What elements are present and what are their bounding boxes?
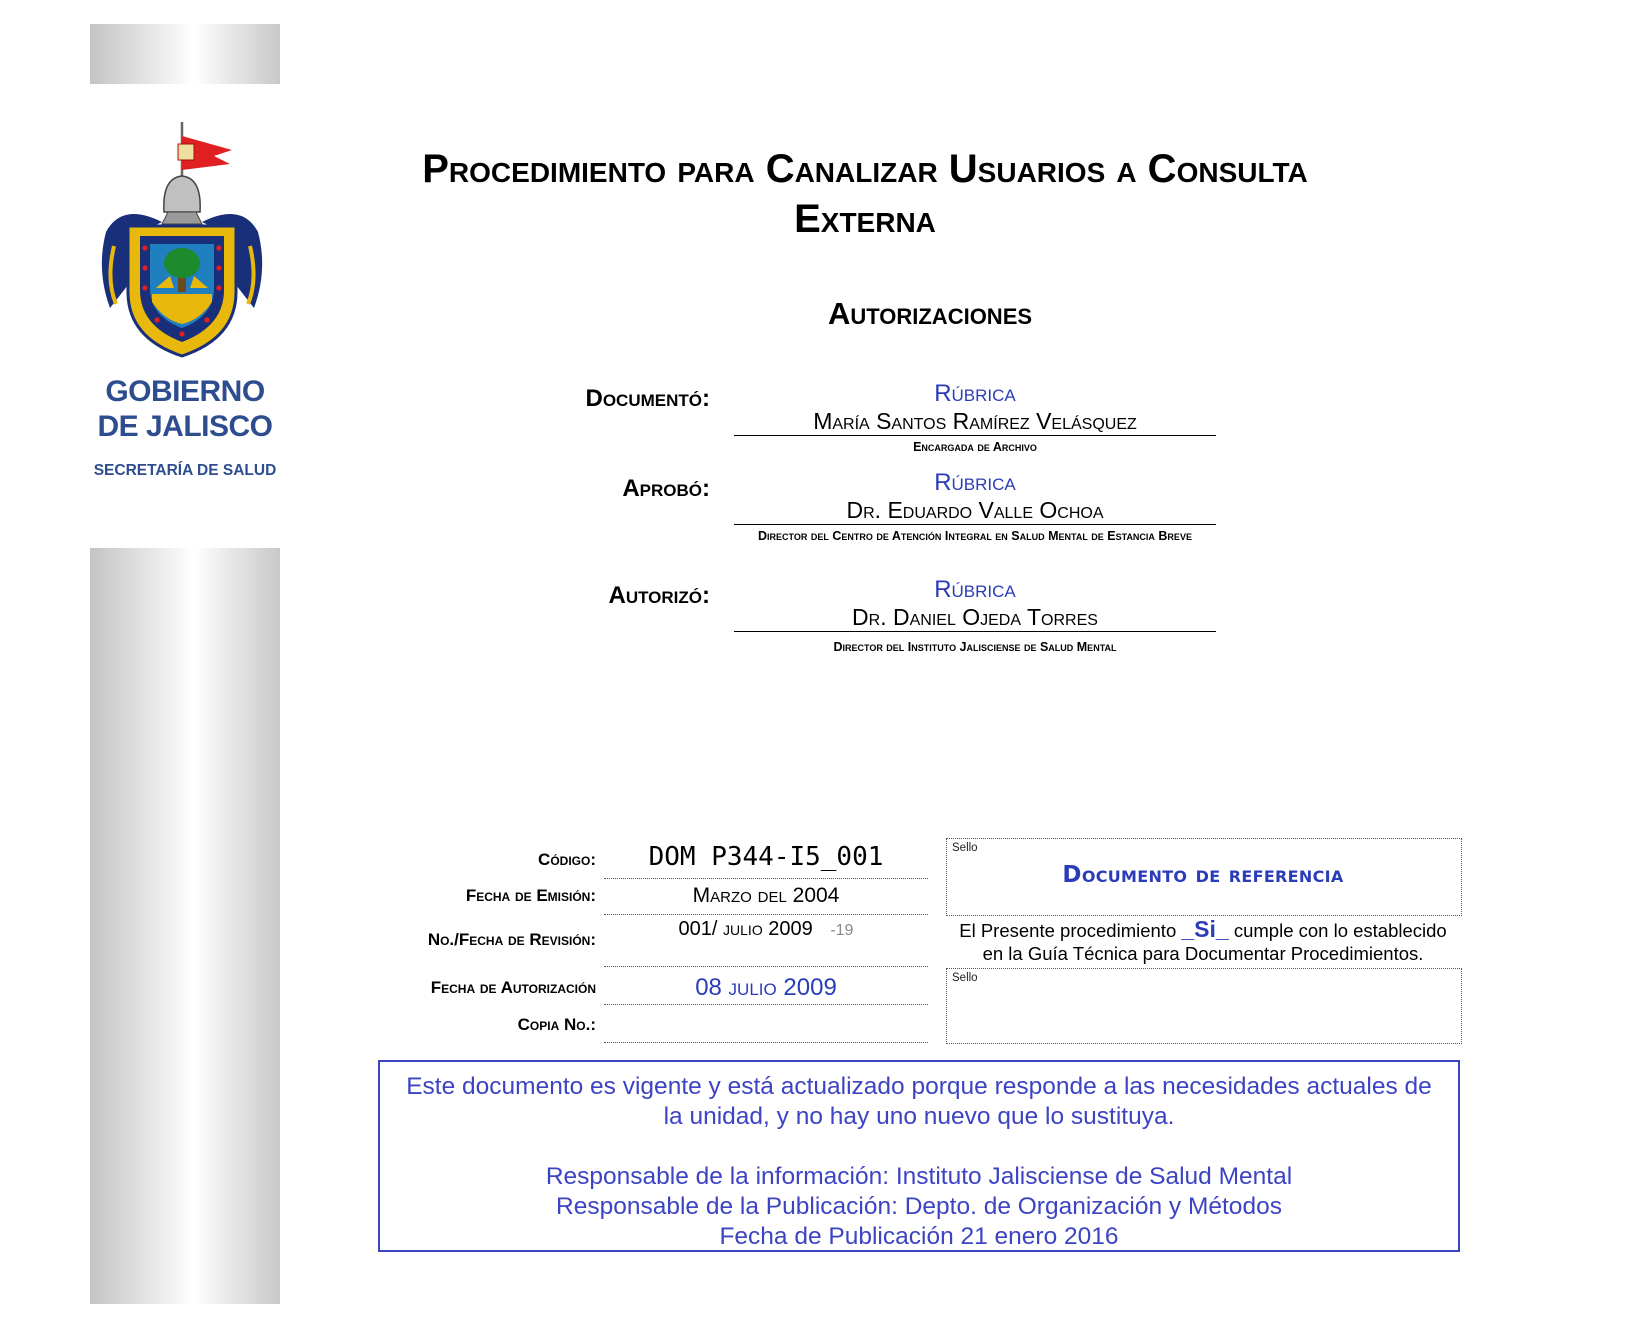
vigencia-notice: [378, 1060, 1460, 1252]
signature-block-aprobo: [734, 469, 1216, 545]
signature-name: María Santos Ramírez Velásquez: [734, 408, 1216, 436]
title-line-2: Externa: [794, 197, 936, 241]
fecha-autorizacion-value: 08 julio 2009: [695, 974, 837, 1001]
info-divider: [604, 878, 928, 879]
title-line-1: Procedimiento para Canalizar Usuarios a Consulta: [422, 147, 1308, 191]
signature-rubric: Rúbrica: [934, 380, 1016, 407]
fecha-emision-value: Marzo del 2004: [692, 884, 840, 907]
signature-title: Director del Instituto Jalisciense de Salud Mental: [833, 640, 1117, 654]
info-divider: [604, 1042, 928, 1043]
notice-line-1: Este documento es vigente y está actualizado porque responde a las necesidades actuales de: [406, 1073, 1432, 1100]
documento-referencia-stamp: Documento de referencia: [1062, 862, 1344, 888]
signature-rubric: Rúbrica: [934, 576, 1016, 603]
sello-caption: Sello: [952, 972, 978, 984]
guia-statement-line-2: en la Guía Técnica para Documentar Procedimientos.: [982, 943, 1424, 964]
info-divider: [604, 966, 928, 967]
revision-label: No./Fecha de Revisión:: [427, 930, 596, 949]
signature-block-documento: [734, 380, 1216, 456]
guia-statement-line-1: [946, 918, 1460, 942]
info-divider: [604, 1004, 928, 1005]
info-divider: [604, 914, 928, 915]
signature-title: Encargada de Archivo: [913, 440, 1037, 454]
sello-box-empty: [946, 968, 1462, 1044]
copia-label: Copia No.:: [517, 1015, 596, 1034]
signature-name: Dr. Daniel Ojeda Torres: [734, 604, 1216, 632]
revision-date: 001/ julio 2009: [678, 918, 813, 940]
fecha-autorizacion-label: Fecha de Autorización: [430, 978, 596, 997]
sidebar-top-bar: [90, 24, 280, 84]
statement-answer: _Si_: [1181, 916, 1229, 942]
codigo-label: Código:: [538, 850, 596, 869]
notice-line-2: la unidad, y no hay uno nuevo que lo sustituya.: [663, 1103, 1175, 1130]
sidebar-bottom-bar: [90, 548, 280, 1304]
signature-block-autorizo: [734, 576, 1216, 656]
responsable-informacion: Responsable de la información: Instituto Jalisciense de Salud Mental: [545, 1163, 1293, 1190]
gov-line-1: GOBIERNO: [105, 375, 265, 408]
signature-label-aprobo: Aprobó:: [622, 475, 710, 502]
revision-value: [604, 918, 928, 941]
fecha-publicacion: Fecha de Publicación 21 enero 2016: [719, 1223, 1119, 1250]
codigo-value: DOM P344-I5_001: [648, 842, 884, 872]
responsable-publicacion: Responsable de la Publicación: Depto. de Organización y Métodos: [556, 1193, 1282, 1220]
signature-rubric: Rúbrica: [934, 469, 1016, 496]
guia-statement: [946, 918, 1460, 965]
statement-pre: El Presente procedimiento: [959, 920, 1177, 941]
sello-caption: Sello: [952, 842, 978, 854]
signature-label-autorizo: Autorizó:: [608, 582, 710, 609]
notice-spacer: [380, 1132, 1458, 1162]
page-title: [330, 144, 1400, 244]
revision-suffix: -19: [830, 922, 854, 939]
secretaria-label: SECRETARÍA DE SALUD: [93, 462, 277, 479]
gov-line-2: DE JALISCO: [97, 410, 273, 443]
gobierno-de-jalisco-label: [90, 374, 280, 444]
jalisco-coat-of-arms-icon: [92, 120, 272, 365]
signature-name: Dr. Eduardo Valle Ochoa: [734, 497, 1216, 525]
section-heading: Autorizaciones: [827, 296, 1033, 331]
signature-label-documento: Documentó:: [585, 385, 710, 412]
statement-post: cumple con lo establecido: [1233, 920, 1447, 941]
signature-title: Director del Centro de Atención Integral en Salud Mental de Estancia Breve: [758, 529, 1192, 543]
fecha-emision-label: Fecha de Emisión:: [465, 886, 596, 905]
